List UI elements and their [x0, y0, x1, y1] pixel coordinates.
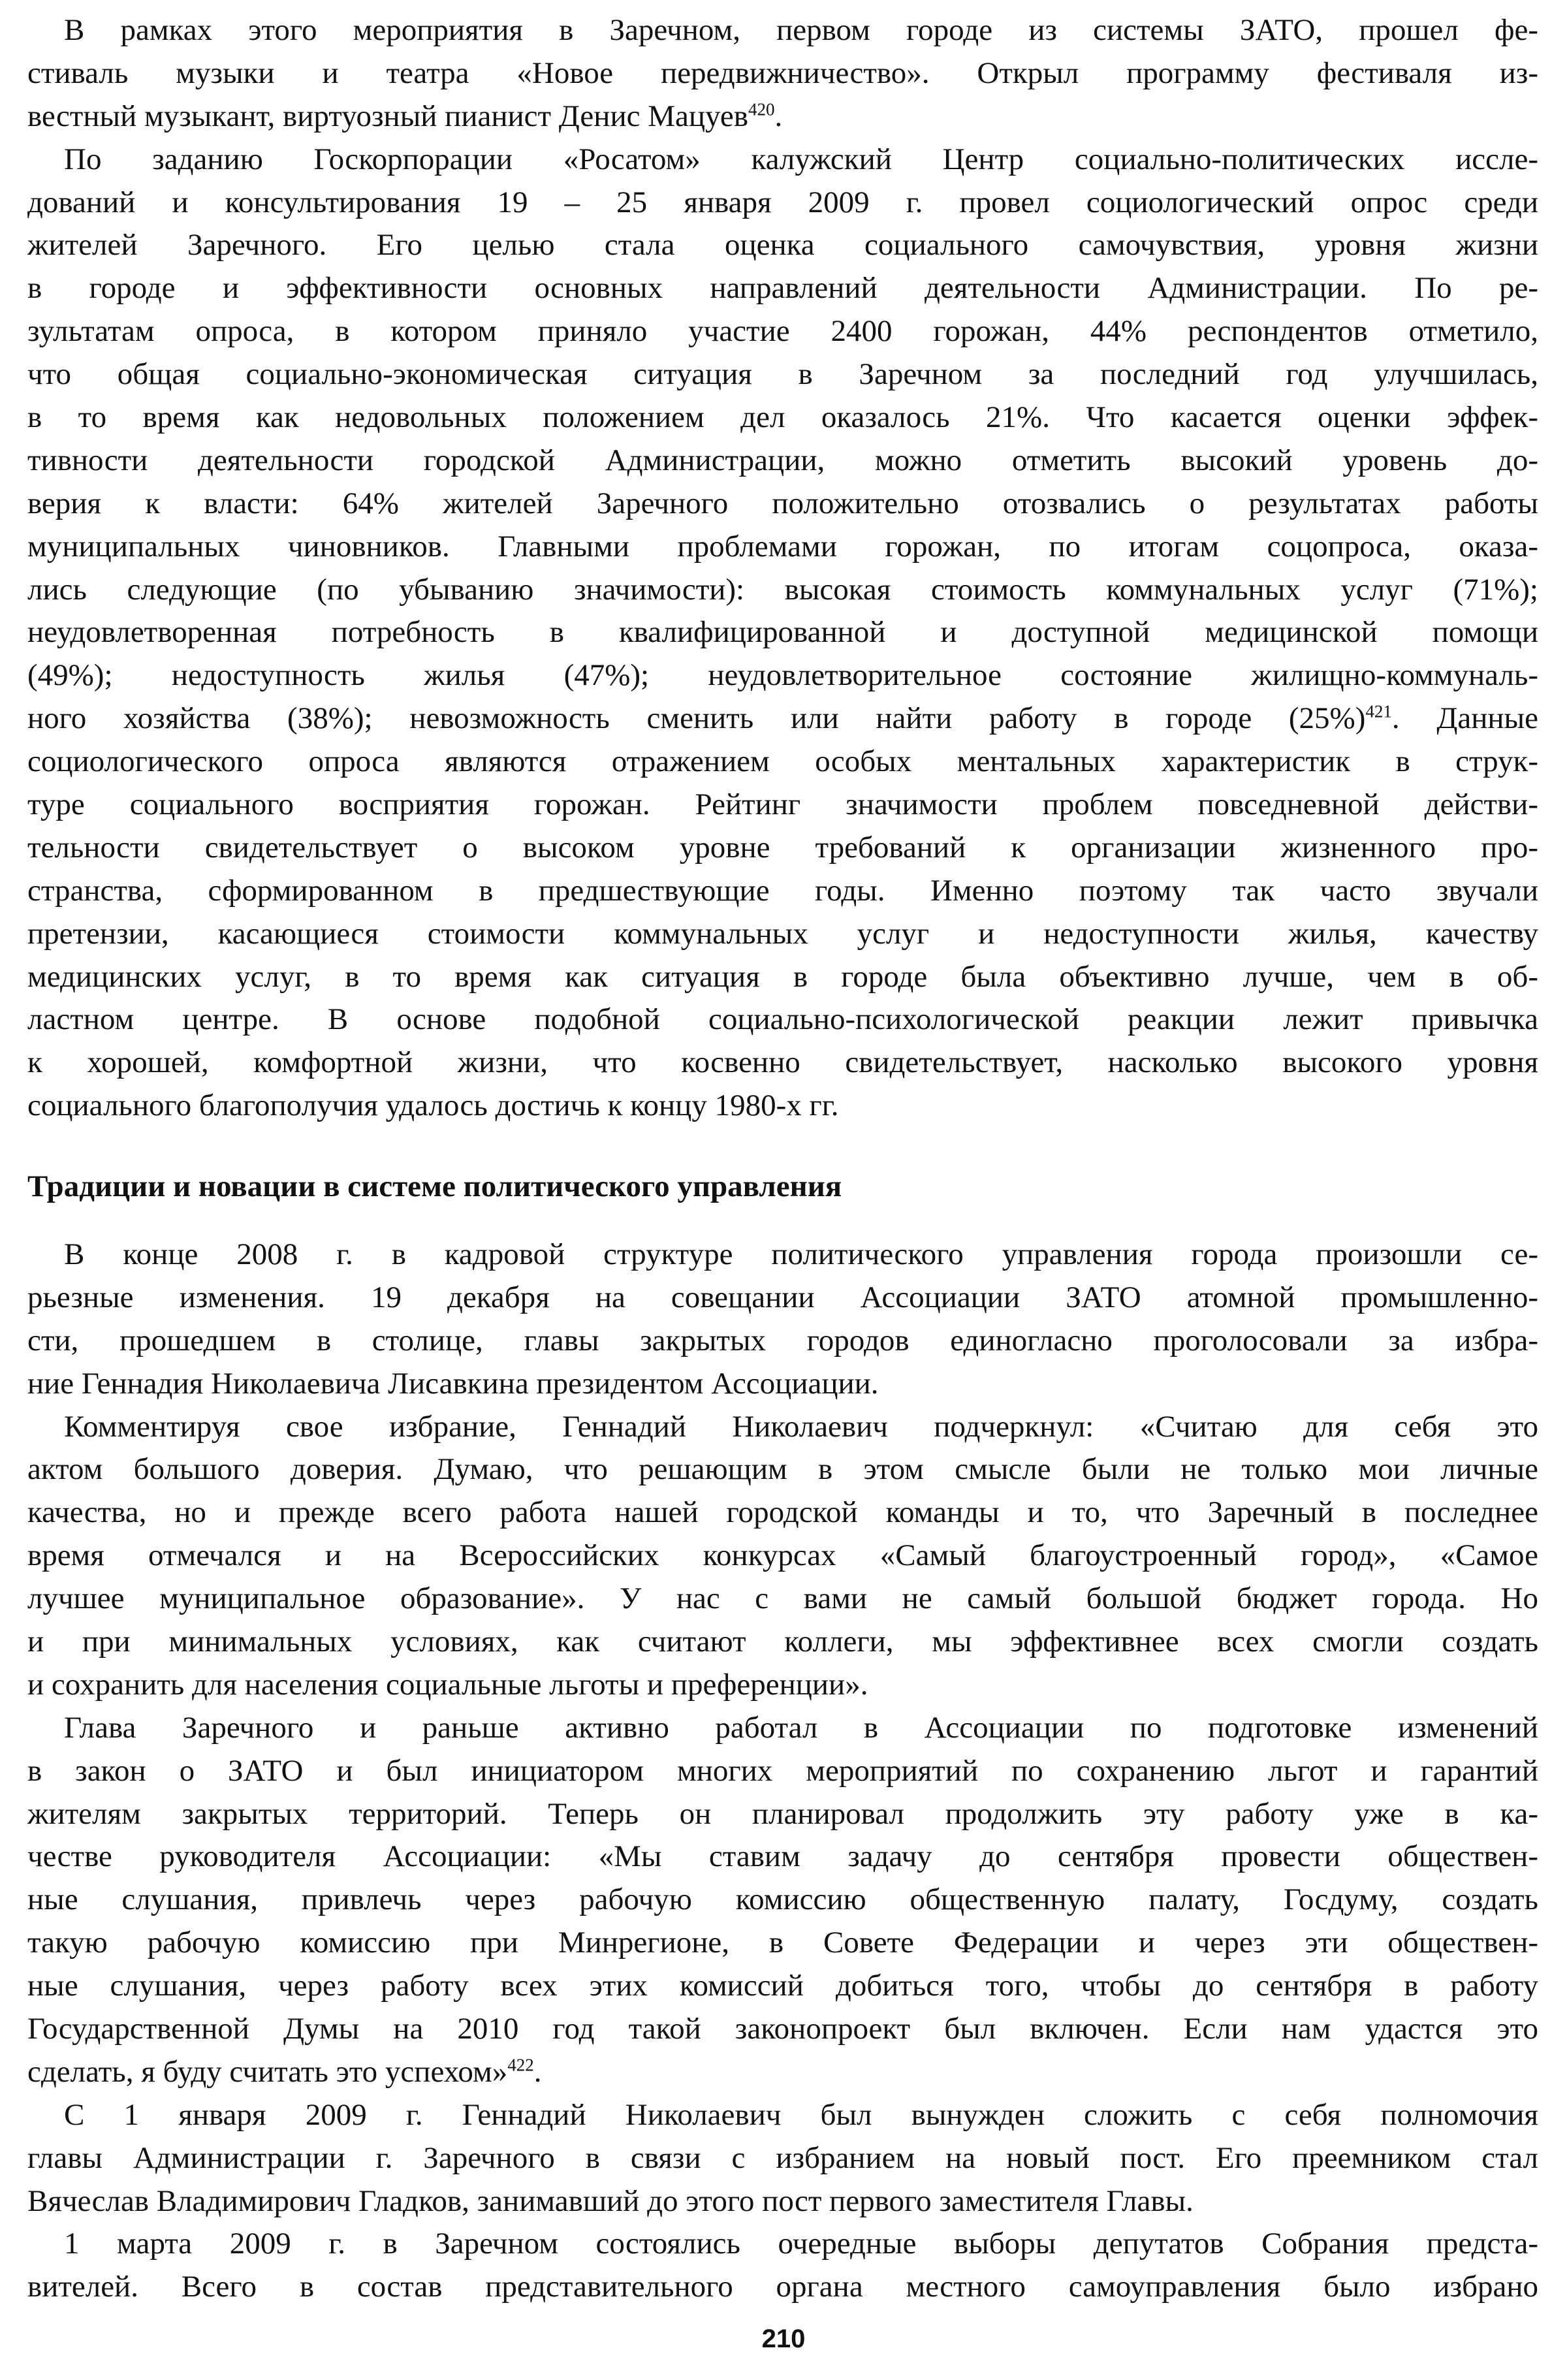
text-section-top	[27, 9, 1538, 1128]
section-heading: Традиции и новации в системе политического управления	[27, 1169, 842, 1203]
text-line: В рамках этого мероприятия в Заречном, первом городе из системы ЗАТО, прошел фе-	[64, 13, 1538, 47]
text-line: и при минимальных условиях, как считают коллеги, мы эффективнее всех смогли создать	[27, 1625, 1538, 1659]
text-line	[27, 697, 1538, 740]
text-line: рьезные изменения. 19 декабря на совещании Ассоциации ЗАТО атомной промышленно-	[27, 1280, 1538, 1314]
text-line: и сохранить для населения социальные льготы и преференции».	[27, 1667, 868, 1702]
paragraph	[27, 2223, 1538, 2309]
text-line: Глава Заречного и раньше активно работал в Ассоциации по подготовке изменений	[64, 1710, 1538, 1745]
text-line	[27, 95, 1538, 138]
text-line: С 1 января 2009 г. Геннадий Николаевич был вынужден сложить с себя полномочия	[64, 2097, 1538, 2132]
text-line: сти, прошедшем в столице, главы закрытых городов единогласно проголосовали за избра-	[27, 1323, 1538, 1357]
text-line: в городе и эффективности основных направлений деятельности Администрации. По ре-	[27, 271, 1538, 306]
paragraph	[27, 138, 1538, 1128]
text-line: в то время как недовольных положением дел оказалось 21%. Что касается оценки эффек-	[27, 400, 1538, 435]
text-line: медицинских услуг, в то время как ситуация в городе была объективно лучше, чем в об-	[27, 959, 1538, 994]
footnote-reference: 422	[507, 2055, 534, 2075]
text-line: социального благополучия удалось достичь к концу 1980-х гг.	[27, 1088, 839, 1123]
text-section-bottom	[27, 1233, 1538, 2309]
text-line: ластном центре. В основе подобной социально-психологической реакции лежит привычка	[27, 1002, 1538, 1037]
line-text: . Данные	[1391, 701, 1539, 736]
line-text: .	[774, 99, 783, 133]
text-line: муниципальных чиновников. Главными проблемами горожан, по итогам соцопроса, оказа-	[27, 529, 1538, 563]
text-line: стиваль музыки и театра «Новое передвижничество». Открыл программу фестиваля из-	[27, 56, 1538, 90]
text-line: время отмечался и на Всероссийских конкурсах «Самый благоустроенный город», «Самое	[27, 1538, 1538, 1573]
text-line: дований и консультирования 19 – 25 января 2009 г. провел социологический опрос среди	[27, 185, 1538, 219]
footnote-reference: 420	[748, 99, 775, 119]
line-text: вестный музыкант, виртуозный пианист Денис Мацуев	[27, 99, 748, 133]
text-line: ние Геннадия Николаевича Лисавкина президентом Ассоциации.	[27, 1366, 879, 1401]
line-text: ного хозяйства (38%); невозможность сменить или найти работу в городе (25%)	[27, 701, 1366, 736]
footnote-reference: 421	[1365, 701, 1392, 722]
text-line: в закон о ЗАТО и был инициатором многих мероприятий по сохранению льгот и гарантий	[27, 1753, 1538, 1788]
paragraph	[27, 1233, 1538, 1406]
text-line	[27, 2051, 1538, 2094]
text-line: В конце 2008 г. в кадровой структуре политического управления города произошли се-	[64, 1237, 1538, 1271]
paragraph	[27, 2094, 1538, 2223]
text-line: туре социального восприятия горожан. Рейтинг значимости проблем повседневной действи-	[27, 787, 1538, 822]
text-line: тельности свидетельствует о высоком уровне требований к организации жизненного про-	[27, 830, 1538, 865]
text-line: ные слушания, привлечь через рабочую комиссию общественную палату, Госдуму, создать	[27, 1882, 1538, 1917]
text-line: странства, сформированном в предшествующие годы. Именно поэтому так часто звучали	[27, 873, 1538, 908]
line-text: .	[533, 2054, 542, 2089]
paragraph	[27, 9, 1538, 138]
line-text: сделать, я буду считать это успехом»	[27, 2054, 508, 2089]
text-line: зультатам опроса, в котором приняло участие 2400 горожан, 44% респондентов отметило,	[27, 314, 1538, 349]
text-line: жителей Заречного. Его целью стала оценка социального самочувствия, уровня жизни	[27, 228, 1538, 262]
text-line: актом большого доверия. Думаю, что решающим в этом смысле были не только мои личные	[27, 1452, 1538, 1487]
text-line: к хорошей, комфортной жизни, что косвенно свидетельствует, насколько высокого уровня	[27, 1045, 1538, 1080]
paragraph	[27, 1406, 1538, 1707]
text-line: лись следующие (по убыванию значимости): высокая стоимость коммунальных услуг (71%);	[27, 572, 1538, 607]
text-line: претензии, касающиеся стоимости коммунальных услуг и недоступности жилья, качеству	[27, 916, 1538, 951]
text-line: что общая социально-экономическая ситуация в Заречном за последний год улучшилась,	[27, 357, 1538, 392]
text-line: неудовлетворенная потребность в квалифицированной и доступной медицинской помощи	[27, 615, 1538, 650]
text-line: (49%); недоступность жилья (47%); неудовлетворительное состояние жилищно-коммуналь-	[27, 658, 1538, 693]
page-number: 210	[761, 2324, 806, 2353]
text-line: Вячеслав Владимирович Гладков, занимавший до этого пост первого заместителя Главы.	[27, 2183, 1194, 2218]
text-line: качества, но и прежде всего работа нашей городской команды и то, что Заречный в последнее	[27, 1495, 1538, 1530]
paragraph	[27, 1707, 1538, 2094]
text-line: Комментируя свое избрание, Геннадий Николаевич подчеркнул: «Считаю для себя это	[64, 1409, 1538, 1444]
text-line: По заданию Госкорпорации «Росатом» калужский Центр социально-политических иссле-	[64, 142, 1538, 176]
text-line: ные слушания, через работу всех этих комиссий добиться того, чтобы до сентября в работу	[27, 1969, 1538, 2003]
text-line: такую рабочую комиссию при Минрегионе, в Совете Федерации и через эти обществен-	[27, 1926, 1538, 1960]
text-line: лучшее муниципальное образование». У нас с вами не самый большой бюджет города. Но	[27, 1581, 1538, 1616]
text-line: жителям закрытых территорий. Теперь он планировал продолжить эту работу уже в ка-	[27, 1796, 1538, 1831]
text-line: вителей. Всего в состав представительного органа местного самоуправления было избрано	[27, 2270, 1538, 2304]
text-line: Государственной Думы на 2010 год такой законопроект был включен. Если нам удастся это	[27, 2012, 1538, 2046]
text-line: главы Администрации г. Заречного в связи с избранием на новый пост. Его преемником стал	[27, 2140, 1538, 2175]
text-line: тивности деятельности городской Администрации, можно отметить высокий уровень до-	[27, 443, 1538, 477]
text-line: честве руководителя Ассоциации: «Мы ставим задачу до сентября провести обществен-	[27, 1839, 1538, 1874]
text-line: верия к власти: 64% жителей Заречного положительно отозвались о результатах работы	[27, 486, 1538, 520]
text-line: 1 марта 2009 г. в Заречном состоялись очередные выборы депутатов Собрания предста-	[64, 2227, 1538, 2261]
text-line: социологического опроса являются отражением особых ментальных характеристик в струк-	[27, 744, 1538, 779]
